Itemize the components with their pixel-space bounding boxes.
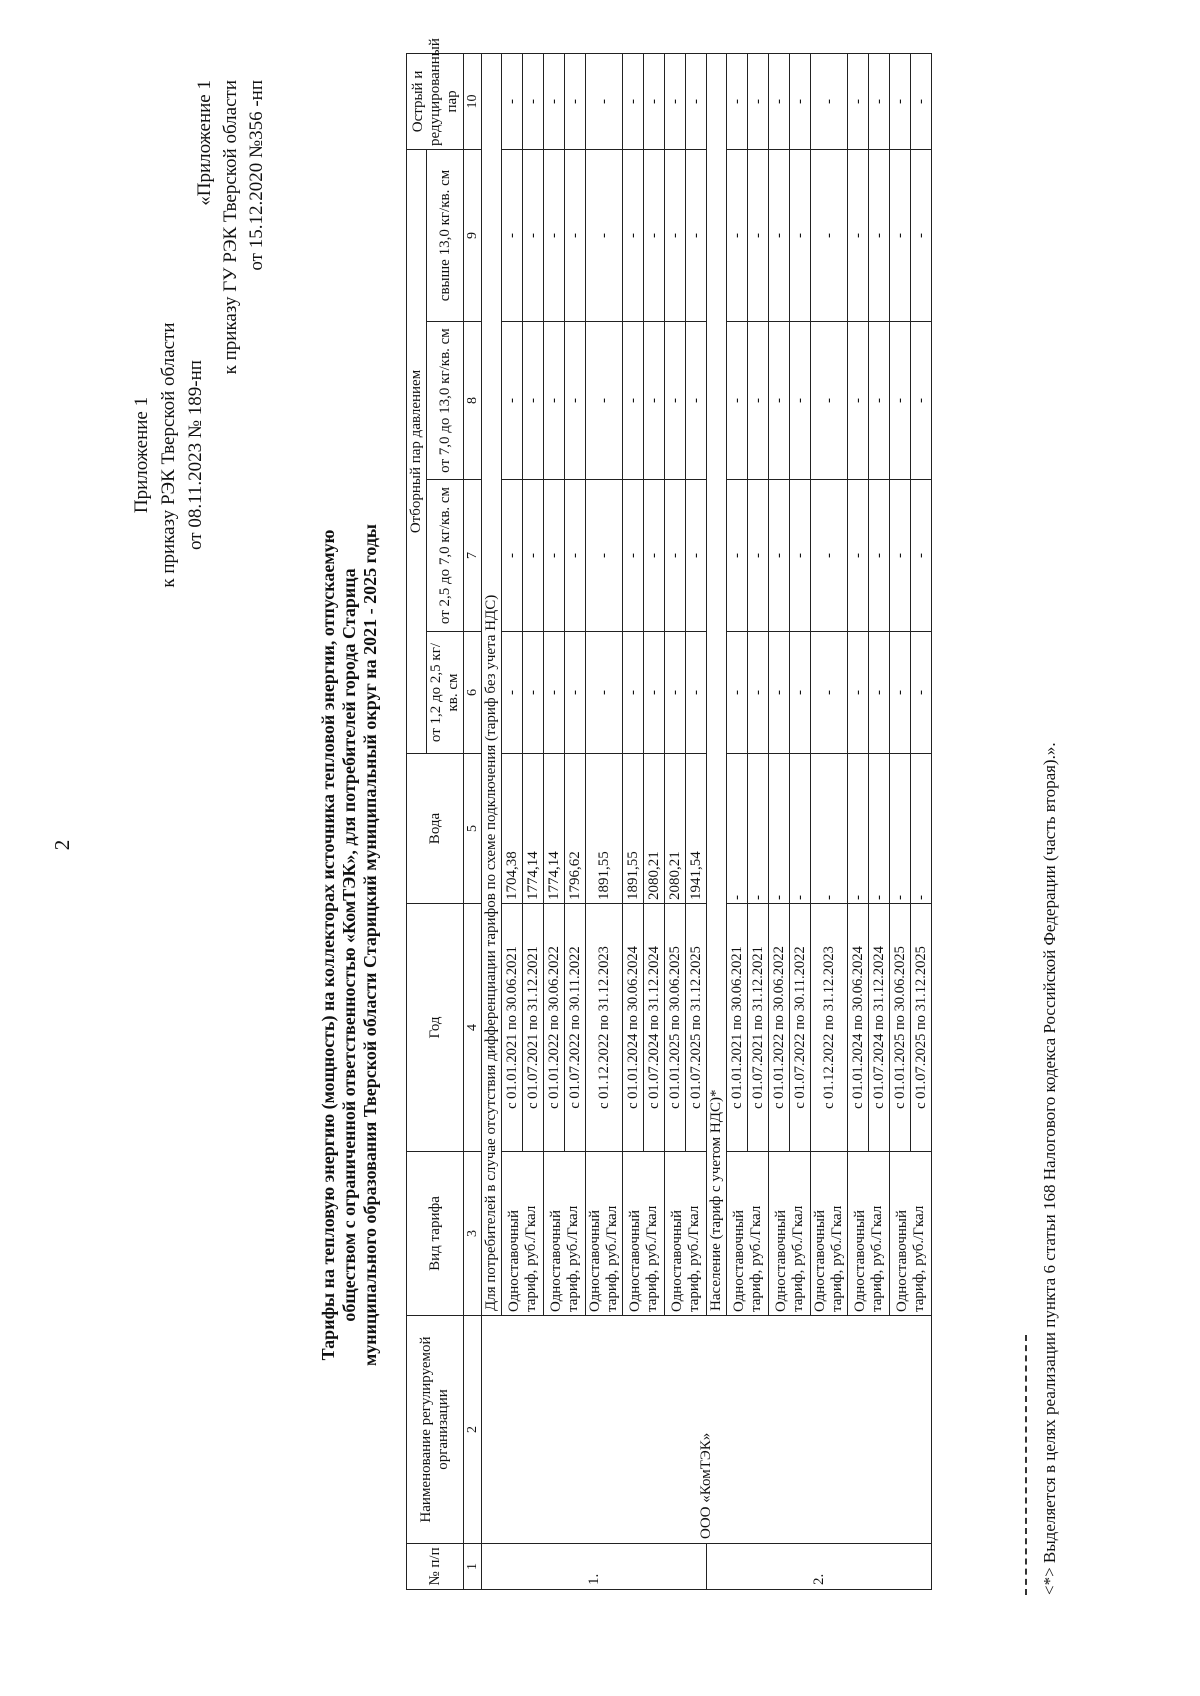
period: с 01.01.2022 по 30.06.2022 xyxy=(769,904,790,1152)
steam-tariff: - xyxy=(890,322,911,480)
steam-tariff: - xyxy=(665,53,686,149)
water-tariff: 1941,54 xyxy=(686,754,707,904)
steam-tariff: - xyxy=(544,632,565,754)
water-tariff: 2080,21 xyxy=(665,754,686,904)
header-num: № п/п xyxy=(407,1544,464,1590)
header-pressure-4: свыше 13,0 кг/кв. см xyxy=(427,149,464,321)
steam-tariff: - xyxy=(544,149,565,321)
tariff-type-line: тариф, руб./Гкал xyxy=(685,1205,702,1312)
tariff-type-line: Одноставочный xyxy=(730,1210,747,1312)
steam-tariff: - xyxy=(748,632,769,754)
steam-tariff: - xyxy=(586,53,623,149)
header-steam-group: Отборный пар давлением xyxy=(407,149,427,753)
water-tariff: - xyxy=(869,754,890,904)
water-tariff: - xyxy=(748,754,769,904)
steam-tariff: - xyxy=(811,149,848,321)
water-tariff: 1704,38 xyxy=(502,754,523,904)
steam-tariff: - xyxy=(665,149,686,321)
tariff-table xyxy=(406,38,932,1590)
steam-tariff: - xyxy=(869,53,890,149)
period: с 01.01.2024 по 30.06.2024 xyxy=(623,904,644,1152)
appendix-current-line1: Приложение 1 xyxy=(131,396,152,514)
steam-tariff: - xyxy=(769,480,790,632)
steam-tariff: - xyxy=(565,149,586,321)
steam-tariff: - xyxy=(502,322,523,480)
footnote: <*> Выделяется в целях реализации пункта 6 статьи 168 Налогового кодекса Российской Федерации (часть вторая).». xyxy=(1040,742,1059,1595)
steam-tariff: - xyxy=(811,322,848,480)
steam-tariff: - xyxy=(727,53,748,149)
section-number: 1. xyxy=(482,1544,707,1590)
period: с 01.07.2021 по 31.12.2021 xyxy=(523,904,544,1152)
steam-tariff: - xyxy=(890,53,911,149)
appendix-original-line1: «Приложение 1 xyxy=(194,80,215,206)
water-tariff: 1774,14 xyxy=(523,754,544,904)
steam-tariff: - xyxy=(848,149,869,321)
tariff-type-line: тариф, руб./Гкал xyxy=(564,1205,581,1312)
period: с 01.07.2024 по 31.12.2024 xyxy=(644,904,665,1152)
steam-tariff: - xyxy=(565,322,586,480)
steam-tariff: - xyxy=(523,480,544,632)
water-tariff: - xyxy=(769,754,790,904)
col-number: 2 xyxy=(464,1316,482,1544)
tariff-type-line: тариф, руб./Гкал xyxy=(604,1205,620,1312)
steam-tariff: - xyxy=(686,632,707,754)
steam-tariff: - xyxy=(586,322,623,480)
steam-tariff: - xyxy=(523,322,544,480)
steam-tariff: - xyxy=(848,322,869,480)
tariff-type-line: Одноставочный xyxy=(812,1210,828,1312)
steam-tariff: - xyxy=(848,632,869,754)
steam-tariff: - xyxy=(911,632,932,754)
title-line1: Тарифы на тепловую энергию (мощность) на коллекторах источника тепловой энергии, отпускаемую xyxy=(318,529,338,1361)
water-tariff: 2080,21 xyxy=(644,754,665,904)
tariff-type xyxy=(544,1152,586,1316)
tariff-type-line: тариф, руб./Гкал xyxy=(829,1205,845,1312)
steam-tariff: - xyxy=(748,322,769,480)
title-line2: обществом с ограниченной ответственностью «КомТЭК», для потребителей города Старица xyxy=(339,568,359,1322)
period: с 01.01.2025 по 30.06.2025 xyxy=(665,904,686,1152)
water-tariff: 1796,62 xyxy=(565,754,586,904)
steam-tariff: - xyxy=(869,632,890,754)
steam-tariff: - xyxy=(623,322,644,480)
steam-tariff: - xyxy=(811,480,848,632)
steam-tariff: - xyxy=(727,322,748,480)
period: с 01.07.2025 по 31.12.2025 xyxy=(911,904,932,1152)
steam-tariff: - xyxy=(665,322,686,480)
steam-tariff: - xyxy=(686,480,707,632)
col-number: 7 xyxy=(464,480,482,632)
tariff-type xyxy=(623,1152,665,1316)
steam-tariff: - xyxy=(586,632,623,754)
water-tariff: - xyxy=(911,754,932,904)
water-tariff: 1891,55 xyxy=(623,754,644,904)
steam-tariff: - xyxy=(727,632,748,754)
document-title xyxy=(318,315,381,1575)
steam-tariff: - xyxy=(790,149,811,321)
tariff-type xyxy=(586,1152,623,1316)
steam-tariff: - xyxy=(565,632,586,754)
steam-tariff: - xyxy=(644,53,665,149)
tariff-type xyxy=(848,1152,890,1316)
tariff-type-line: Одноставочный xyxy=(668,1210,685,1312)
section-title: Для потребителей в случае отсутствия дифференциации тарифов по схеме подключения (тариф без учета НДС) xyxy=(482,53,502,1315)
tariff-type xyxy=(890,1152,932,1316)
col-number: 5 xyxy=(464,754,482,904)
steam-tariff: - xyxy=(502,149,523,321)
col-number: 6 xyxy=(464,632,482,754)
steam-tariff: - xyxy=(623,53,644,149)
period: с 01.01.2022 по 30.06.2022 xyxy=(544,904,565,1152)
steam-tariff: - xyxy=(911,322,932,480)
steam-tariff: - xyxy=(727,480,748,632)
steam-tariff: - xyxy=(769,632,790,754)
water-tariff: 1891,55 xyxy=(586,754,623,904)
period: с 01.01.2025 по 30.06.2025 xyxy=(890,904,911,1152)
steam-tariff: - xyxy=(544,53,565,149)
tariff-type xyxy=(769,1152,811,1316)
header-sharp-steam: Острый и редуцированный пар xyxy=(407,53,464,149)
period: с 01.12.2022 по 31.12.2023 xyxy=(811,904,848,1152)
steam-tariff: - xyxy=(890,632,911,754)
steam-tariff: - xyxy=(565,53,586,149)
header-pressure-3: от 7,0 до 13,0 кг/кв. см xyxy=(427,322,464,480)
header-water: Вода xyxy=(407,754,464,904)
steam-tariff: - xyxy=(523,149,544,321)
steam-tariff: - xyxy=(544,480,565,632)
steam-tariff: - xyxy=(911,149,932,321)
organization-name: ООО «КомТЭК» xyxy=(482,1316,932,1544)
section-number: 2. xyxy=(707,1544,932,1590)
steam-tariff: - xyxy=(502,53,523,149)
steam-tariff: - xyxy=(869,322,890,480)
steam-tariff: - xyxy=(644,480,665,632)
appendix-original-line2: к приказу ГУ РЭК Тверской области xyxy=(220,80,241,375)
period: с 01.01.2024 по 30.06.2024 xyxy=(848,904,869,1152)
tariff-type-line: тариф, руб./Гкал xyxy=(643,1205,660,1312)
steam-tariff: - xyxy=(565,480,586,632)
steam-tariff: - xyxy=(848,480,869,632)
steam-tariff: - xyxy=(644,149,665,321)
tariff-type-line: тариф, руб./Гкал xyxy=(522,1205,539,1312)
steam-tariff: - xyxy=(790,53,811,149)
steam-tariff: - xyxy=(665,480,686,632)
tariff-type-line: тариф, руб./Гкал xyxy=(747,1205,764,1312)
water-tariff: - xyxy=(890,754,911,904)
column-number-row xyxy=(464,53,482,1589)
tariff-table-body xyxy=(464,53,932,1589)
tariff-type xyxy=(665,1152,707,1316)
section-row xyxy=(482,53,502,1589)
steam-tariff: - xyxy=(790,322,811,480)
steam-tariff: - xyxy=(769,322,790,480)
header-pressure-2: от 2,5 до 7,0 кг/кв. см xyxy=(427,480,464,632)
header-year: Год xyxy=(407,904,464,1152)
col-number: 3 xyxy=(464,1152,482,1316)
steam-tariff: - xyxy=(748,53,769,149)
water-tariff: 1774,14 xyxy=(544,754,565,904)
steam-tariff: - xyxy=(911,53,932,149)
steam-tariff: - xyxy=(586,480,623,632)
steam-tariff: - xyxy=(623,480,644,632)
water-tariff: - xyxy=(848,754,869,904)
section-title: Население (тариф с учетом НДС)* xyxy=(707,53,727,1315)
page-number: 2 xyxy=(50,839,74,851)
tariff-type-line: Одноставочный xyxy=(547,1210,564,1312)
tariff-type-line: тариф, руб./Гкал xyxy=(789,1205,806,1312)
document-sheet xyxy=(50,35,1080,1655)
period: с 01.07.2022 по 30.11.2022 xyxy=(565,904,586,1152)
period: с 01.07.2021 по 31.12.2021 xyxy=(748,904,769,1152)
tariff-type xyxy=(727,1152,769,1316)
steam-tariff: - xyxy=(869,480,890,632)
steam-tariff: - xyxy=(748,480,769,632)
header-org: Наименование регулируемой организации xyxy=(407,1316,464,1544)
tariff-type-line: Одноставочный xyxy=(893,1210,910,1312)
col-number: 10 xyxy=(464,53,482,149)
period: с 01.07.2022 по 30.11.2022 xyxy=(790,904,811,1152)
appendix-original xyxy=(192,80,270,620)
tariff-type-line: Одноставочный xyxy=(772,1210,789,1312)
steam-tariff: - xyxy=(811,632,848,754)
steam-tariff: - xyxy=(790,480,811,632)
steam-tariff: - xyxy=(623,149,644,321)
title-line3: муниципального образования Тверской области Старицкий муниципальный округ на 2021 - 2025 годы xyxy=(360,524,380,1366)
appendix-original-line3: от 15.12.2020 №356 -нп xyxy=(246,80,267,271)
water-tariff: - xyxy=(727,754,748,904)
tariff-type-line: Одноставочный xyxy=(505,1210,522,1312)
steam-tariff: - xyxy=(748,149,769,321)
period: с 01.01.2021 по 30.06.2021 xyxy=(727,904,748,1152)
period: с 01.07.2024 по 31.12.2024 xyxy=(869,904,890,1152)
steam-tariff: - xyxy=(769,53,790,149)
steam-tariff: - xyxy=(890,149,911,321)
steam-tariff: - xyxy=(911,480,932,632)
steam-tariff: - xyxy=(644,322,665,480)
col-number: 1 xyxy=(464,1544,482,1590)
col-number: 8 xyxy=(464,322,482,480)
water-tariff: - xyxy=(790,754,811,904)
steam-tariff: - xyxy=(727,149,748,321)
steam-tariff: - xyxy=(848,53,869,149)
steam-tariff: - xyxy=(623,632,644,754)
steam-tariff: - xyxy=(665,632,686,754)
steam-tariff: - xyxy=(869,149,890,321)
tariff-type-line: Одноставочный xyxy=(851,1210,868,1312)
steam-tariff: - xyxy=(686,53,707,149)
steam-tariff: - xyxy=(544,322,565,480)
steam-tariff: - xyxy=(890,480,911,632)
steam-tariff: - xyxy=(644,632,665,754)
appendix-current-line3: от 08.11.2023 № 189-нп xyxy=(185,360,206,550)
period: с 01.01.2021 по 30.06.2021 xyxy=(502,904,523,1152)
steam-tariff: - xyxy=(586,149,623,321)
steam-tariff: - xyxy=(790,632,811,754)
period: с 01.07.2025 по 31.12.2025 xyxy=(686,904,707,1152)
tariff-type xyxy=(502,1152,544,1316)
steam-tariff: - xyxy=(686,149,707,321)
tariff-type-line: тариф, руб./Гкал xyxy=(910,1205,927,1312)
tariff-type xyxy=(811,1152,848,1316)
period: с 01.12.2022 по 31.12.2023 xyxy=(586,904,623,1152)
steam-tariff: - xyxy=(769,149,790,321)
footnote-separator xyxy=(1025,1335,1027,1595)
steam-tariff: - xyxy=(502,480,523,632)
tariff-type-line: тариф, руб./Гкал xyxy=(868,1205,885,1312)
steam-tariff: - xyxy=(502,632,523,754)
header-tariff-type: Вид тарифа xyxy=(407,1152,464,1316)
steam-tariff: - xyxy=(811,53,848,149)
tariff-type-line: Одноставочный xyxy=(626,1210,643,1312)
tariff-type-line: Одноставочный xyxy=(587,1210,603,1312)
header-pressure-1: от 1,2 до 2,5 кг/кв. см xyxy=(427,632,464,754)
appendix-current-line2: к приказу РЭК Тверской области xyxy=(158,322,179,588)
col-number: 4 xyxy=(464,904,482,1152)
steam-tariff: - xyxy=(523,53,544,149)
col-number: 9 xyxy=(464,149,482,321)
water-tariff: - xyxy=(811,754,848,904)
steam-tariff: - xyxy=(523,632,544,754)
steam-tariff: - xyxy=(686,322,707,480)
